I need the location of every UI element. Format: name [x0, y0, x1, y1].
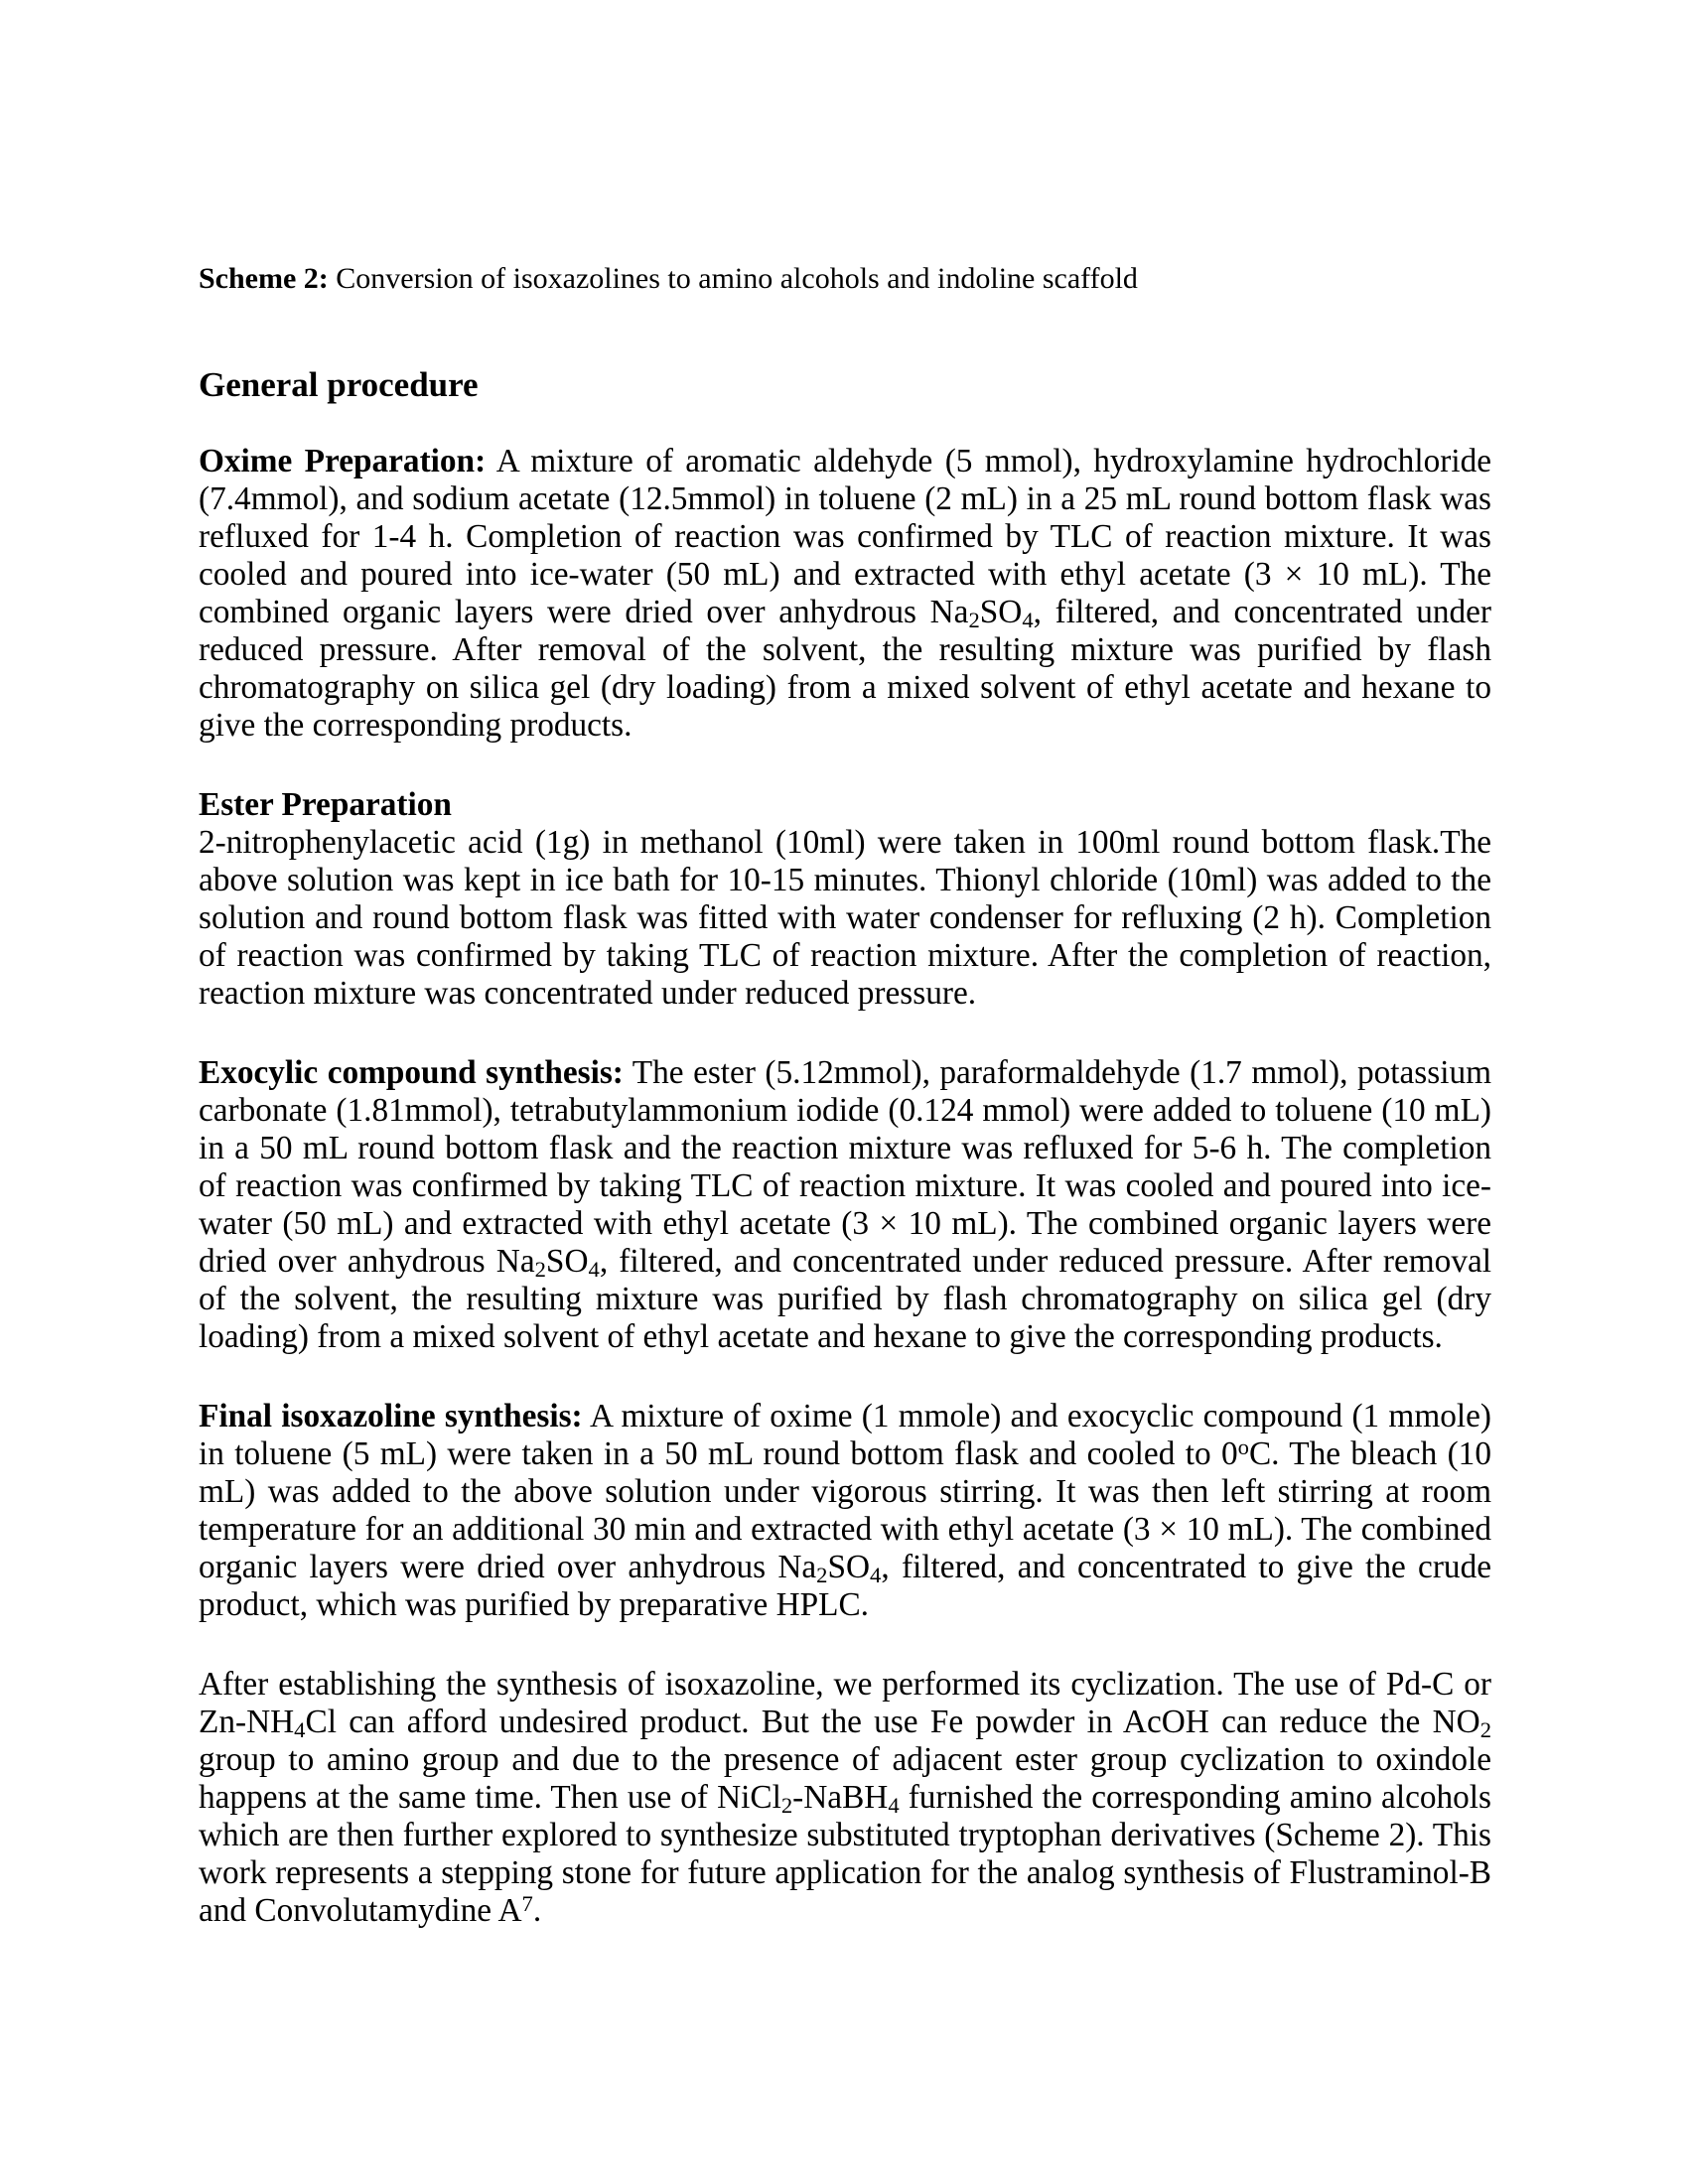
text-run: furnished the corresponding amino alcohols which are then further explored to synthesize substituted tryptophan derivatives (Scheme 2). This work represents a stepping stone for future application for the analog synthesis of Flustraminol-B and Convolutamydine A	[199, 1779, 1491, 1929]
final-isoxazoline-synthesis-paragraph	[199, 1398, 1491, 1624]
bold-text-run: Oxime Preparation:	[199, 443, 487, 479]
general-procedure-heading	[199, 363, 1491, 407]
subscript-text: 4	[294, 1716, 306, 1742]
subscript-text: 2	[968, 607, 980, 632]
superscript-text: o	[1237, 1433, 1249, 1459]
text-run: SO	[545, 1243, 589, 1280]
ester-preparation-paragraph	[199, 824, 1491, 1013]
text-run: group to amino group and due to the presence of adjacent ester group cyclization to oxindole happens at the same time. Then use of NiCl	[199, 1741, 1491, 1816]
bold-text-run: Ester Preparation	[199, 786, 452, 823]
text-run: , filtered, and concentrated under reduced pressure. After removal of the solvent, the resulting mixture was purified by flash chromatography on silica gel (dry loading) from a mixed solvent of ethyl acetate and hexane to give the corresponding products.	[199, 594, 1492, 744]
bold-text-run: Final isoxazoline synthesis:	[199, 1398, 583, 1434]
text-run: , filtered, and concentrated to give the crude product, which was purified by preparative HPLC.	[199, 1549, 1491, 1623]
bold-text-run: Exocylic compound synthesis:	[199, 1054, 624, 1091]
text-run: After establishing the synthesis of isoxazoline, we performed its cyclization. The use of Pd-C or Zn-NH	[199, 1666, 1491, 1740]
subscript-text: 4	[870, 1562, 882, 1587]
text-run: SO	[827, 1549, 871, 1585]
text-run: A mixture of aromatic aldehyde (5 mmol), hydroxylamine hydrochloride (7.4mmol), and sodium acetate (12.5mmol) in toluene (2 mL) in a 25 mL round bottom flask was refluxed for 1-4 h. Completion of reaction was confirmed by TLC of reaction mixture. It was cooled and poured into ice-water (50 mL) and extracted with ethyl acetate (3 × 10 mL). The combined organic layers were dried over anhydrous Na	[199, 443, 1491, 630]
text-run: The ester (5.12mmol), paraformaldehyde (1.7 mmol), potassium carbonate (1.81mmol), tetrabutylammonium iodide (0.124 mmol) were added to toluene (10 mL) in a 50 mL round bottom flask and the reaction mixture was refluxed for 5-6 h. The completion of reaction was confirmed by taking TLC of reaction mixture. It was cooled and poured into ice-water (50 mL) and extracted with ethyl acetate (3 × 10 mL). The combined organic layers were dried over anhydrous Na	[199, 1054, 1491, 1280]
subscript-text: 4	[888, 1792, 900, 1818]
exocylic-compound-synthesis-paragraph	[199, 1054, 1491, 1356]
page-body	[199, 260, 1491, 1972]
subscript-text: 2	[534, 1256, 546, 1282]
text-run: .	[532, 1892, 542, 1929]
superscript-text: 7	[521, 1890, 533, 1916]
cyclization-discussion-paragraph	[199, 1666, 1491, 1930]
bold-text-run: Scheme 2:	[199, 262, 329, 295]
text-run: , filtered, and concentrated under reduced pressure. After removal of the solvent, the resulting mixture was purified by flash chromatography on silica gel (dry loading) from a mixed solvent of ethyl acetate and hexane to give the corresponding products.	[199, 1243, 1491, 1355]
text-run: -NaBH	[792, 1779, 889, 1816]
text-run: C. The bleach (10 mL) was added to the above solution under vigorous stirring. It was then left stirring at room temperature for an additional 30 min and extracted with ethyl acetate (3 × 10 mL). The combined organic layers were dried over anhydrous Na	[199, 1435, 1491, 1585]
scheme-caption	[199, 260, 1491, 298]
text-run: A mixture of oxime (1 mmole) and exocyclic compound (1 mmole) in toluene (5 mL) were taken in a 50 mL round bottom flask and cooled to 0	[199, 1398, 1491, 1472]
ester-preparation-heading	[199, 786, 1491, 824]
subscript-text: 4	[588, 1256, 600, 1282]
bold-text-run: General procedure	[199, 365, 479, 404]
text-run: Cl can afford undesired product. But the use Fe powder in AcOH can reduce the NO	[305, 1704, 1480, 1740]
text-run: 2-nitrophenylacetic acid (1g) in methanol (10ml) were taken in 100ml round bottom flask.The above solution was kept in ice bath for 10-15 minutes. Thionyl chloride (10ml) was added to the solution and round bottom flask was fitted with water condenser for refluxing (2 h). Completion of reaction was confirmed by taking TLC of reaction mixture. After the completion of reaction, reaction mixture was concentrated under reduced pressure.	[199, 824, 1491, 1012]
text-run: SO	[979, 594, 1023, 630]
text-run: Conversion of isoxazolines to amino alcohols and indoline scaffold	[328, 262, 1138, 295]
subscript-text: 2	[780, 1792, 793, 1818]
subscript-text: 4	[1022, 607, 1034, 632]
subscript-text: 2	[816, 1562, 828, 1587]
subscript-text: 2	[1479, 1716, 1491, 1742]
oxime-preparation-paragraph	[199, 443, 1491, 745]
